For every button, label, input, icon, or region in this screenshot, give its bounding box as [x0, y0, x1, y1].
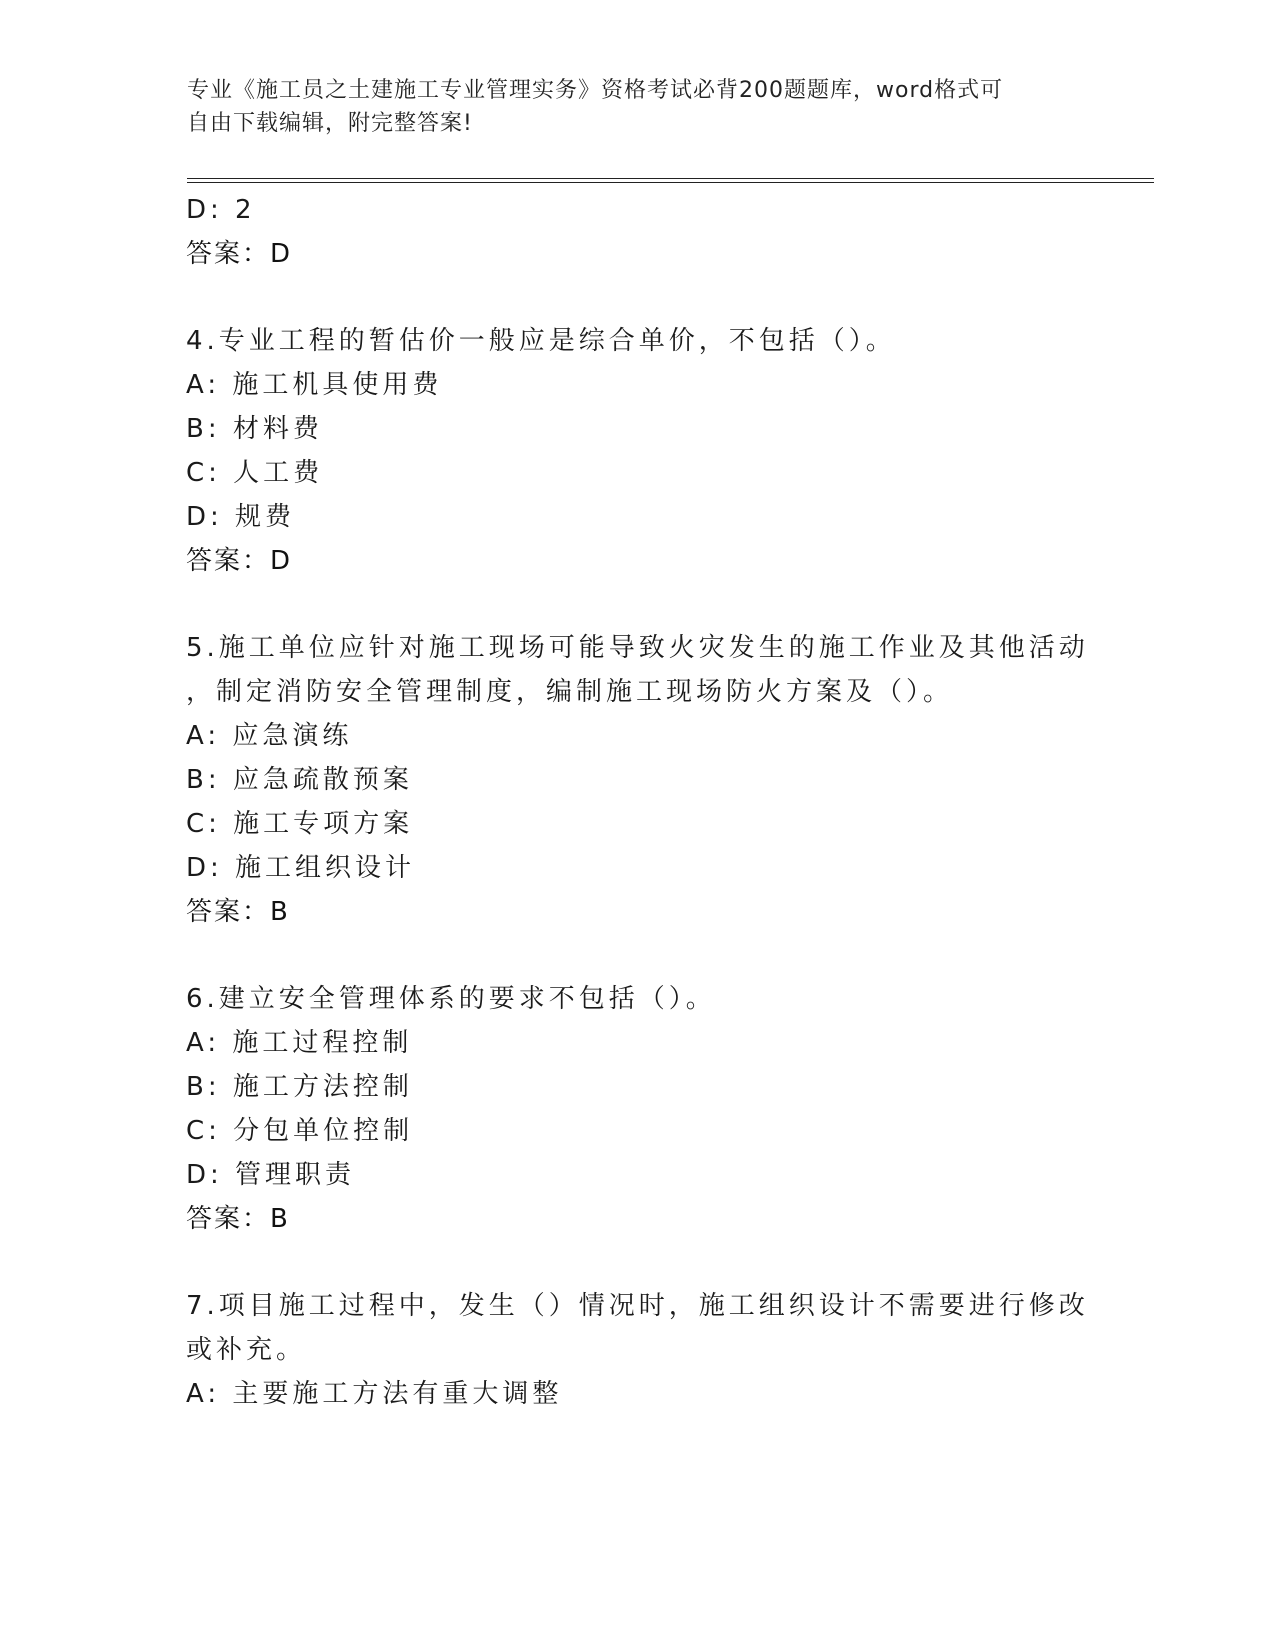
q5-option-d: D: 施工组织设计: [186, 853, 416, 883]
q4-option-a: A: 施工机具使用费: [186, 370, 443, 400]
q4-option-d: D: 规费: [186, 502, 296, 532]
q4-option-b: B: 材料费: [186, 414, 323, 444]
q6-option-c: C: 分包单位控制: [186, 1116, 414, 1146]
q5-option-c: C: 施工专项方案: [186, 809, 414, 839]
header-divider: [187, 178, 1154, 183]
q7-option-a: A: 主要施工方法有重大调整: [186, 1379, 563, 1409]
q6-option-b: B: 施工方法控制: [186, 1072, 413, 1102]
q5-option-b: B: 应急疏散预案: [186, 765, 413, 795]
header-title-line-2: 自由下载编辑，附完整答案!: [187, 111, 473, 136]
q6-answer: 答案：B: [186, 1204, 290, 1234]
header-title-line-1: 专业《施工员之土建施工专业管理实务》资格考试必背200题题库，word格式可: [187, 78, 1004, 103]
q5-stem-line-1: 5.施工单位应针对施工现场可能导致火灾发生的施工作业及其他活动: [186, 633, 1089, 663]
q6-stem: 6.建立安全管理体系的要求不包括（）。: [186, 984, 716, 1014]
page-header: [187, 74, 1067, 140]
q7-stem-line-1: 7.项目施工过程中，发生（）情况时，施工组织设计不需要进行修改: [186, 1291, 1089, 1321]
q4-stem: 4.专业工程的暂估价一般应是综合单价，不包括（）。: [186, 326, 896, 356]
q3-answer: 答案：D: [186, 239, 293, 269]
q6-option-d: D: 管理职责: [186, 1160, 356, 1190]
q4-option-c: C: 人工费: [186, 458, 324, 488]
q5-answer: 答案：B: [186, 897, 290, 927]
q4-answer: 答案：D: [186, 546, 293, 576]
q3-option-d: D: 2: [186, 195, 256, 225]
q6-option-a: A: 施工过程控制: [186, 1028, 413, 1058]
q7-stem-line-2: 或补充。: [186, 1335, 307, 1365]
q5-stem-line-2: ，制定消防安全管理制度，编制施工现场防火方案及（）。: [186, 677, 954, 707]
q5-option-a: A: 应急演练: [186, 721, 353, 751]
